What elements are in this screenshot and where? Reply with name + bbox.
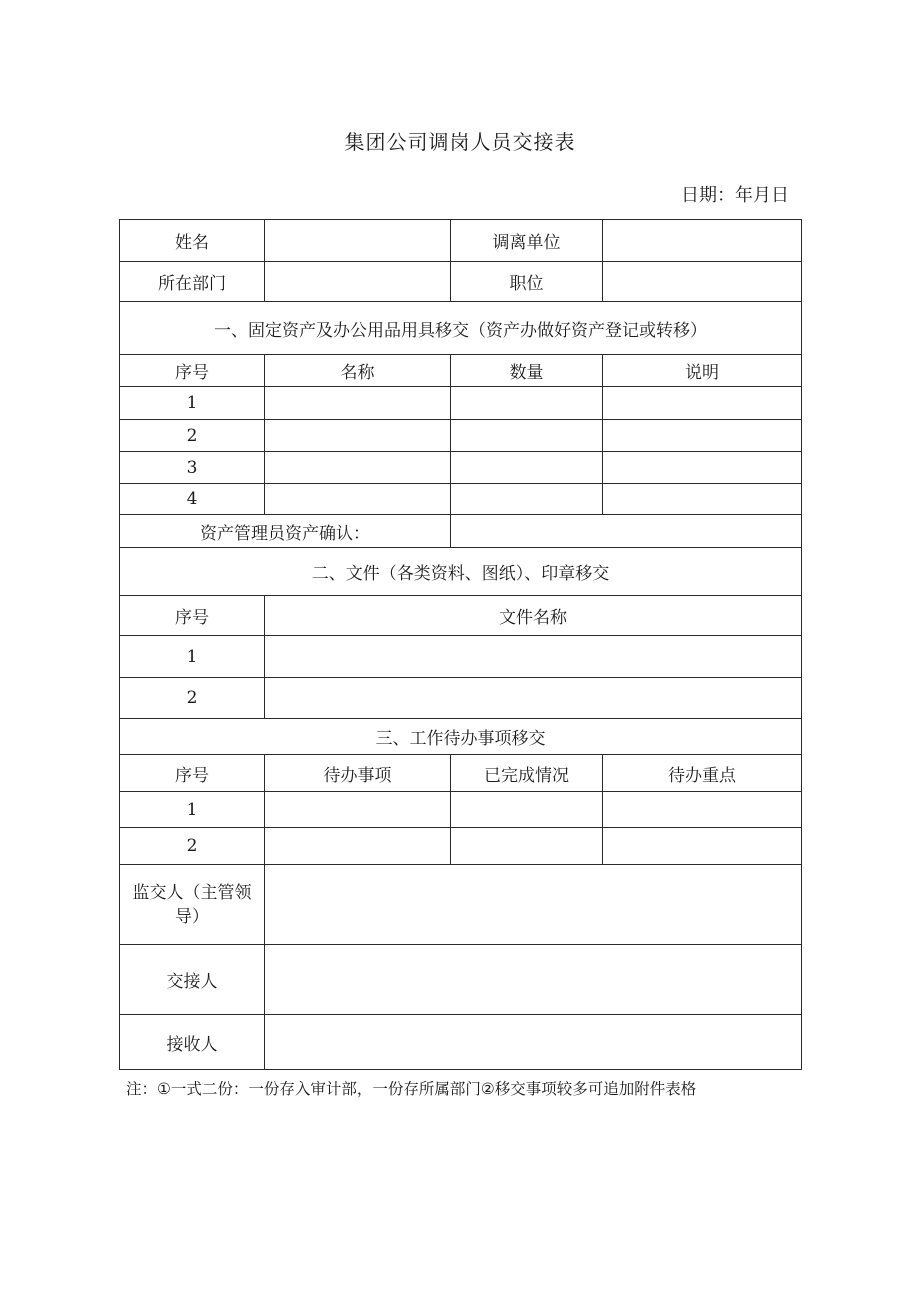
section3-header-no: 序号 xyxy=(120,755,265,792)
info-row-2 xyxy=(120,262,802,302)
asset-name-cell[interactable] xyxy=(265,420,451,452)
file-name-cell[interactable] xyxy=(265,678,802,719)
row-number: 1 xyxy=(120,792,265,828)
section1-heading: 一、固定资产及办公用品用具移交（资产办做好资产登记或转移） xyxy=(120,302,802,355)
table-row xyxy=(120,678,802,719)
table-row xyxy=(120,636,802,678)
table-row xyxy=(120,828,802,865)
todo-item-cell[interactable] xyxy=(265,828,451,865)
section1-heading-row xyxy=(120,302,802,355)
supervisor-signature-field[interactable] xyxy=(265,865,802,945)
section3-heading: 三、工作待办事项移交 xyxy=(120,719,802,755)
asset-name-cell[interactable] xyxy=(265,452,451,484)
supervisor-label: 监交人（主管领导） xyxy=(120,865,265,945)
receiver-label: 接收人 xyxy=(120,1015,265,1070)
position-label: 职位 xyxy=(451,262,603,302)
row-number: 2 xyxy=(120,828,265,865)
row-number: 1 xyxy=(120,387,265,420)
asset-confirm-row xyxy=(120,515,802,548)
asset-confirm-field[interactable] xyxy=(451,515,802,548)
section2-heading-row xyxy=(120,548,802,596)
section2-header-no: 序号 xyxy=(120,596,265,636)
section3-header-row xyxy=(120,755,802,792)
section1-header-name: 名称 xyxy=(265,355,451,387)
asset-qty-cell[interactable] xyxy=(451,387,603,420)
handover-person-label: 交接人 xyxy=(120,945,265,1015)
file-name-cell[interactable] xyxy=(265,636,802,678)
name-label: 姓名 xyxy=(120,220,265,262)
asset-note-cell[interactable] xyxy=(603,387,802,420)
new-unit-label: 调离单位 xyxy=(451,220,603,262)
row-number: 3 xyxy=(120,452,265,484)
asset-qty-cell[interactable] xyxy=(451,452,603,484)
asset-note-cell[interactable] xyxy=(603,484,802,515)
dept-field[interactable] xyxy=(265,262,451,302)
row-number: 2 xyxy=(120,420,265,452)
info-row-1 xyxy=(120,220,802,262)
table-row xyxy=(120,452,802,484)
section1-header-row xyxy=(120,355,802,387)
section2-header-row xyxy=(120,596,802,636)
handover-person-field[interactable] xyxy=(265,945,802,1015)
asset-qty-cell[interactable] xyxy=(451,420,603,452)
asset-name-cell[interactable] xyxy=(265,387,451,420)
handover-form-table xyxy=(119,219,802,1070)
supervisor-row xyxy=(120,865,802,945)
form-title: 集团公司调岗人员交接表 xyxy=(344,130,576,154)
row-number: 4 xyxy=(120,484,265,515)
dept-label: 所在部门 xyxy=(120,262,265,302)
asset-name-cell[interactable] xyxy=(265,484,451,515)
position-field[interactable] xyxy=(603,262,802,302)
table-row xyxy=(120,484,802,515)
table-row xyxy=(120,792,802,828)
section2-heading: 二、文件（各类资料、图纸）、印章移交 xyxy=(120,548,802,596)
table-row xyxy=(120,420,802,452)
asset-confirm-label: 资产管理员资产确认： xyxy=(120,515,451,548)
section3-header-focus: 待办重点 xyxy=(603,755,802,792)
section1-header-no: 序号 xyxy=(120,355,265,387)
todo-focus-cell[interactable] xyxy=(603,828,802,865)
handover-row xyxy=(120,945,802,1015)
name-field[interactable] xyxy=(265,220,451,262)
row-number: 1 xyxy=(120,636,265,678)
section1-header-qty: 数量 xyxy=(451,355,603,387)
receiver-row xyxy=(120,1015,802,1070)
section3-header-item: 待办事项 xyxy=(265,755,451,792)
new-unit-field[interactable] xyxy=(603,220,802,262)
section2-header-file: 文件名称 xyxy=(265,596,802,636)
asset-qty-cell[interactable] xyxy=(451,484,603,515)
asset-note-cell[interactable] xyxy=(603,452,802,484)
todo-item-cell[interactable] xyxy=(265,792,451,828)
todo-focus-cell[interactable] xyxy=(603,792,802,828)
todo-done-cell[interactable] xyxy=(451,792,603,828)
date-label: 日期：年月日 xyxy=(681,185,789,206)
footnote: 注：①一式二份：一份存入审计部，一份存所属部门②移交事项较多可追加附件表格 xyxy=(126,1080,697,1098)
todo-done-cell[interactable] xyxy=(451,828,603,865)
section1-header-note: 说明 xyxy=(603,355,802,387)
section3-header-done: 已完成情况 xyxy=(451,755,603,792)
row-number: 2 xyxy=(120,678,265,719)
receiver-field[interactable] xyxy=(265,1015,802,1070)
section3-heading-row xyxy=(120,719,802,755)
table-row xyxy=(120,387,802,420)
asset-note-cell[interactable] xyxy=(603,420,802,452)
